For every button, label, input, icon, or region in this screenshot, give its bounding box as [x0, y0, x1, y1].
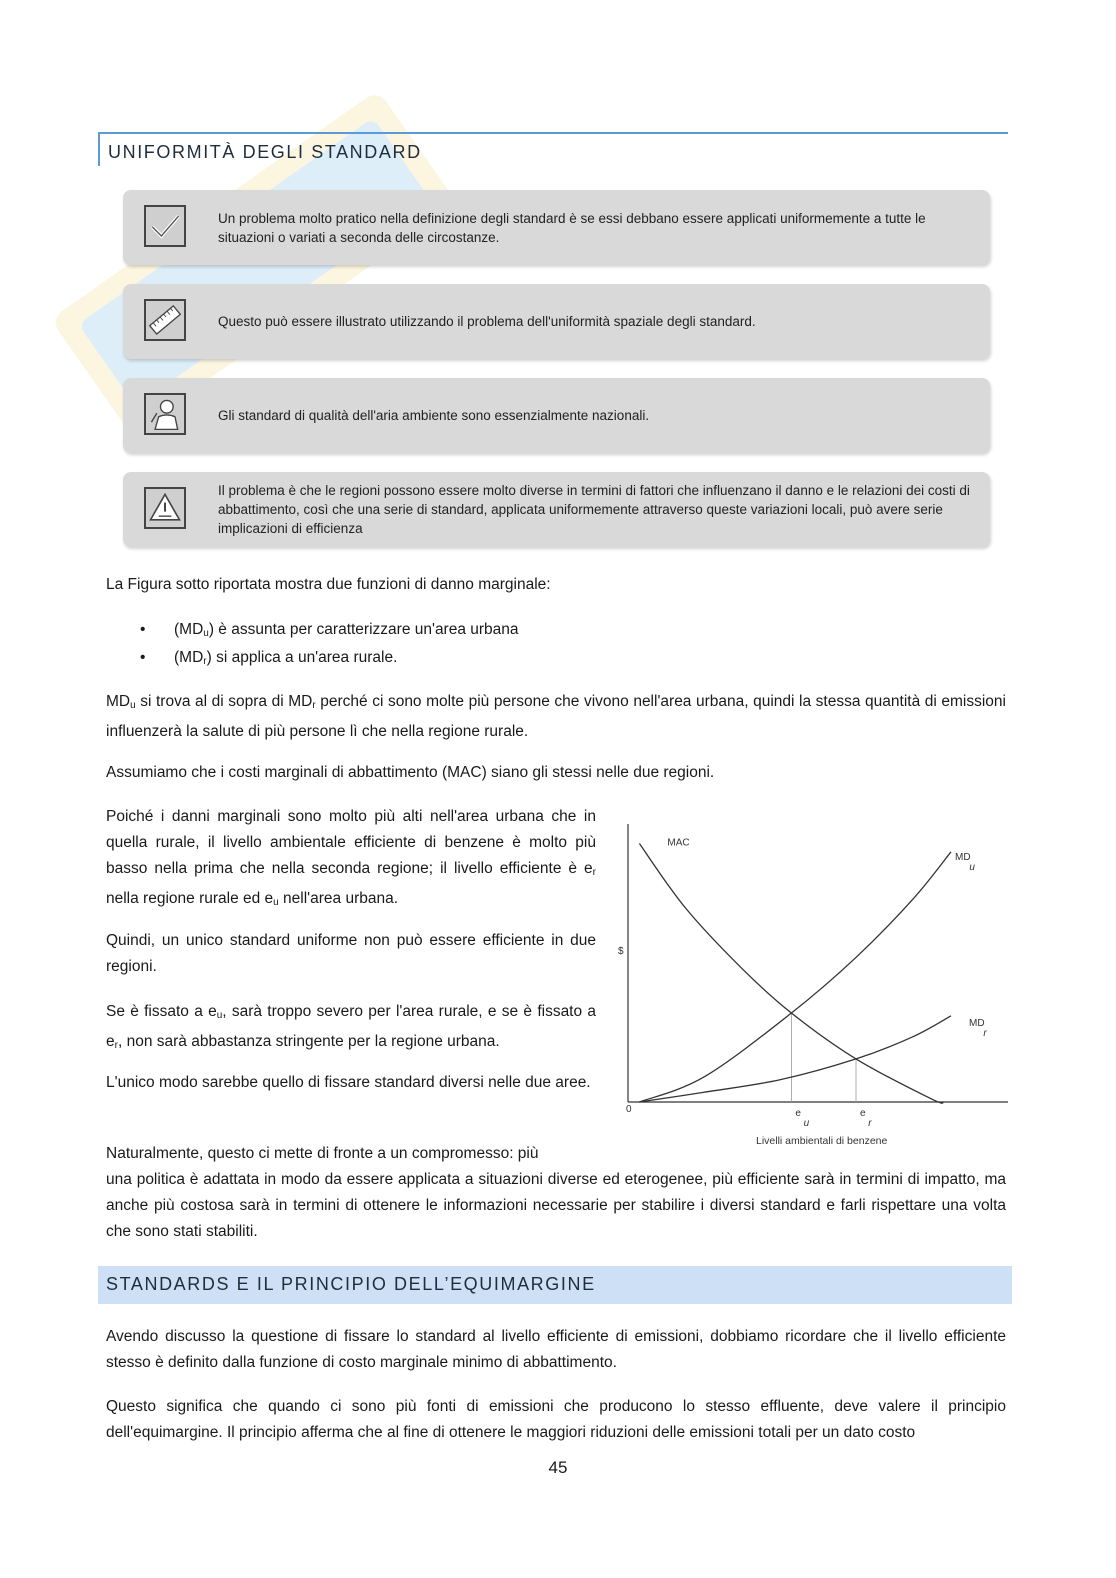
paragraph-different-standards: L'unico modo sarebbe quello di fissare standard diversi nelle due aree. [106, 1074, 591, 1091]
callout-box [123, 378, 990, 453]
marker-label-eu: e [795, 1108, 801, 1119]
paragraph-efficient-level: Poiché i danni marginali sono molto più alti nell'area urbana che in quella rurale, il livello ambientale efficiente di benzene è molto più basso nella prima che nella seconda regione; il livello efficiente è $e_r$ nella regione rurale ed $e_u$ nell'area urbana. [106, 808, 596, 908]
section-heading-text: UNIFORMITÀ DEGLI STANDARD [108, 142, 422, 162]
bullet-icon: • [140, 649, 146, 666]
series-label-mdu: MD [955, 851, 971, 863]
callout-box [123, 284, 990, 359]
checkbox-icon [144, 205, 186, 247]
paragraph-uniform-standard: Quindi, un unico standard uniforme non può essere efficiente in due regioni. [106, 932, 596, 975]
section-heading-equimarginal [98, 1266, 1012, 1304]
callout-box [123, 472, 990, 547]
callout-text: Il problema è che le regioni possono essere molto diverse in termini di fattori che influenzano il danno e le relazioni dei costi di abbattimento, così che una serie di standard, applicata uniformemente attraverso queste variazioni locali, può avere serie implicazioni di efficienza [218, 483, 970, 536]
marginal-damage-chart [612, 816, 1012, 1154]
paragraph-tradeoff-line1: Naturalmente, questo ci mette di fronte a un compromesso: più [106, 1145, 539, 1162]
ruler-icon [144, 299, 186, 341]
person-icon [144, 393, 186, 435]
paragraph-equimarginal: Questo significa che quando ci sono più fonti di emissioni che producono lo stesso effluente, deve valere il principio dell'equimargine. Il principio afferma che al fine di ottenere le maggiori riduzioni delle emissioni totali per un dato costo [106, 1398, 1006, 1441]
warning-icon [144, 487, 186, 529]
section-heading-text: STANDARDS E IL PRINCIPIO DELL’EQUIMARGINE [106, 1274, 596, 1294]
section-heading-uniformity [98, 132, 1008, 166]
marker-label-eu-sub: u [803, 1118, 810, 1129]
paragraph-mdu: $MD_u$ si trova al di sopra di $MD_r$ perché ci sono molte più persone che vivono nell'area urbana, quindi la stessa quantità di emissioni influenzerà la salute di più persone lì che nella regione rurale. [106, 693, 1006, 740]
callout-box [123, 190, 990, 265]
x-axis-label: Livelli ambientali di benzene [756, 1135, 888, 1147]
paragraph-severity: Se è fissato a $e_u$, sarà troppo severo per l'area rurale, e se è fissato a $e_r$, non sarà abbastanza stringente per la regione urbana. [106, 1003, 597, 1051]
paragraph-tradeoff: una politica è adattata in modo da essere applicata a situazioni diverse ed eterogenee, più efficiente sarà in termini di impatto, ma anche più costosa sarà in termini di ottenere le informazioni necessarie per stabilire i diversi standard e farli rispettare una volta che sono stati stabiliti. [106, 1171, 1006, 1240]
list-item: • $(MD_r)$ si applica a un'area rurale. [140, 645, 397, 675]
callout-text: Un problema molto pratico nella definizione degli standard è se essi debbano essere applicati uniformemente a tutte le situazioni o variati a seconda delle circostanze. [218, 210, 926, 245]
origin-label: 0 [626, 1104, 632, 1115]
series-label-mdu-sub: u [969, 861, 975, 873]
page-number: 45 [548, 1458, 568, 1477]
paragraph-intro: La Figura sotto riportata mostra due funzioni di danno marginale: [106, 576, 551, 593]
series-label-mac: MAC [667, 837, 690, 849]
callout-text: Gli standard di qualità dell'aria ambiente sono essenzialmente nazionali. [218, 408, 650, 423]
series-label-mdr: MD [969, 1017, 985, 1029]
series-line-mdu [639, 852, 951, 1102]
marker-label-er-sub: r [868, 1118, 872, 1129]
paragraph-mac: Assumiamo che i costi marginali di abbattimento (MAC) siano gli stessi nelle due regioni. [106, 764, 715, 781]
marker-label-er: e [860, 1108, 866, 1119]
series-label-mdr-sub: r [983, 1027, 987, 1039]
paragraph-efficient-emissions: Avendo discusso la questione di fissare lo standard al livello efficiente di emissioni, dobbiamo ricordare che il livello efficiente stesso è definito dalla funzione di costo marginale minimo di abbattimento. [106, 1328, 1006, 1371]
y-axis-label: $ [618, 946, 624, 957]
callout-text: Questo può essere illustrato utilizzando il problema dell'uniformità spaziale degli standard. [218, 314, 756, 329]
bullet-icon: • [140, 621, 146, 638]
series-line-mdr [639, 1016, 951, 1102]
list-item: • $(MD_u)$ è assunta per caratterizzare un'area urbana [140, 617, 519, 647]
